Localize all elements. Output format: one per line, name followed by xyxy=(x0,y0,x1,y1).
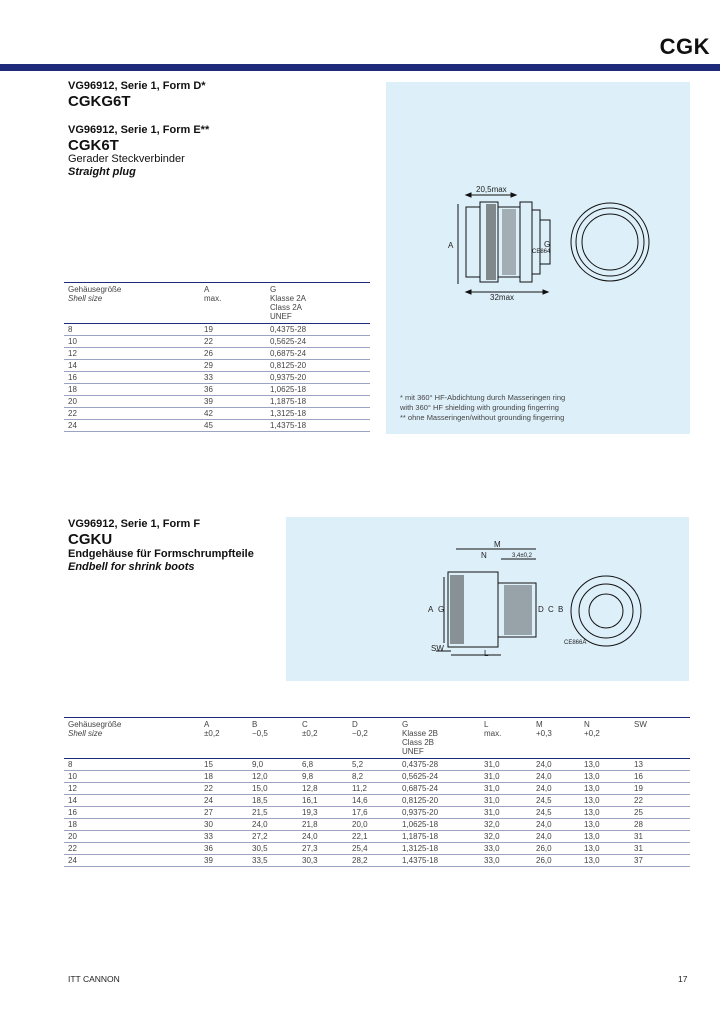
table-cell: 30,3 xyxy=(302,856,318,865)
header-rule xyxy=(0,64,720,71)
table-cell: 19 xyxy=(634,784,643,793)
table-cell: 33,5 xyxy=(252,856,268,865)
table-cell: 0,4375-28 xyxy=(402,760,439,769)
table-cell: 0,6875-24 xyxy=(270,349,307,358)
dim-b-label: B xyxy=(558,605,564,614)
drawing-code: CE866A xyxy=(564,640,587,646)
col-header-g: G Klasse 2A Class 2A UNEF xyxy=(270,285,307,321)
table-cell: 13,0 xyxy=(584,760,600,769)
table-row xyxy=(64,420,370,432)
table-row xyxy=(64,783,690,795)
table-row xyxy=(64,795,690,807)
dim-a-label: A xyxy=(448,241,454,250)
footnote: with 360° HF shielding with grounding fingerring xyxy=(400,403,559,412)
table-cell: 39 xyxy=(204,856,213,865)
table-cell: 13,0 xyxy=(584,844,600,853)
table-cell: 0,4375-28 xyxy=(270,325,307,334)
table-cell: 1,3125-18 xyxy=(270,409,307,418)
table-cell: 18,5 xyxy=(252,796,268,805)
table-cell: 21,8 xyxy=(302,820,318,829)
table-cell: 24,5 xyxy=(536,808,552,817)
table-cell: 42 xyxy=(204,409,213,418)
table-cell: 22,1 xyxy=(352,832,368,841)
table-row xyxy=(64,843,690,855)
table-cell: 8,2 xyxy=(352,772,364,781)
table-cell: 25 xyxy=(634,808,643,817)
table-cell: 22 xyxy=(204,784,213,793)
table-row xyxy=(64,831,690,843)
table-cell: 37 xyxy=(634,856,643,865)
table-cell: 13,0 xyxy=(584,784,600,793)
table-row xyxy=(64,819,690,831)
dim-g-label: G xyxy=(438,605,445,614)
table-cell: 45 xyxy=(204,421,213,430)
table-cell: 31 xyxy=(634,832,643,841)
table-cell: 24,0 xyxy=(536,784,552,793)
col-header: Gehäusegröße Shell size xyxy=(68,720,122,738)
col-header-a: A max. xyxy=(204,285,222,303)
table-cell: 33,0 xyxy=(484,844,500,853)
table-cell: 16 xyxy=(634,772,643,781)
table-cell: 16 xyxy=(68,808,77,817)
s1-description-en: Straight plug xyxy=(68,166,136,178)
table-header-row xyxy=(64,283,370,324)
table-cell: 12,0 xyxy=(252,772,268,781)
s1-dimension-table xyxy=(64,282,370,432)
table-cell: 16 xyxy=(68,373,77,382)
table-cell: 9,0 xyxy=(252,760,264,769)
table-cell: 20 xyxy=(68,397,77,406)
table-cell: 18 xyxy=(204,772,213,781)
table-cell: 12 xyxy=(68,349,77,358)
table-cell: 6,8 xyxy=(302,760,314,769)
dim-length-max-label: 32max xyxy=(490,293,515,302)
table-cell: 24,0 xyxy=(536,832,552,841)
table-cell: 13,0 xyxy=(584,820,600,829)
s2-product-title: CGKU xyxy=(68,531,113,548)
table-cell: 5,2 xyxy=(352,760,364,769)
s2-description-de: Endgehäuse für Formschrumpfteile xyxy=(68,548,254,560)
table-cell: 33,0 xyxy=(484,856,500,865)
table-cell: 1,1875-18 xyxy=(270,397,307,406)
straight-plug-drawing xyxy=(386,82,690,434)
table-cell: 10 xyxy=(68,337,77,346)
table-cell: 8 xyxy=(68,760,73,769)
table-cell: 13,0 xyxy=(584,772,600,781)
dim-a-label: A xyxy=(428,605,434,614)
table-cell: 1,4375-18 xyxy=(270,421,307,430)
table-cell: 36 xyxy=(204,385,213,394)
table-cell: 28,2 xyxy=(352,856,368,865)
footnote: ** ohne Masseringen/without grounding fingerring xyxy=(400,413,565,422)
table-row xyxy=(64,855,690,867)
table-cell: 11,2 xyxy=(352,784,367,793)
table-cell: 0,5625-24 xyxy=(402,772,439,781)
table-cell: 8 xyxy=(68,325,73,334)
table-cell: 22 xyxy=(68,844,77,853)
col-header: N +0,2 xyxy=(584,720,600,738)
table-row xyxy=(64,384,370,396)
dim-d-label: D xyxy=(538,605,544,614)
s1-product-title-2: CGK6T xyxy=(68,137,119,154)
table-cell: 0,6875-24 xyxy=(402,784,439,793)
dim-sw-label: SW xyxy=(431,644,444,653)
table-cell: 0,5625-24 xyxy=(270,337,307,346)
col-header: L max. xyxy=(484,720,502,738)
table-cell: 27,2 xyxy=(252,832,268,841)
table-cell: 10 xyxy=(68,772,77,781)
table-cell: 21,5 xyxy=(252,808,268,817)
table-cell: 0,9375-20 xyxy=(270,373,307,382)
table-cell: 36 xyxy=(204,844,213,853)
table-cell: 32,0 xyxy=(484,832,500,841)
table-cell: 24,0 xyxy=(252,820,268,829)
footer-company: ITT CANNON xyxy=(68,974,120,984)
table-cell: 26,0 xyxy=(536,844,552,853)
table-row xyxy=(64,807,690,819)
table-row xyxy=(64,372,370,384)
table-cell: 24,5 xyxy=(536,796,552,805)
col-header: G Klasse 2B Class 2B UNEF xyxy=(402,720,439,756)
table-header-row xyxy=(64,718,690,759)
table-cell: 28 xyxy=(634,820,643,829)
table-cell: 18 xyxy=(68,385,77,394)
table-cell: 20 xyxy=(68,832,77,841)
table-cell: 29 xyxy=(204,361,213,370)
drawing-code: CE864 xyxy=(532,249,551,255)
table-cell: 15 xyxy=(204,760,213,769)
dim-g-label: G xyxy=(544,240,551,249)
table-cell: 31,0 xyxy=(484,808,500,817)
table-cell: 13,0 xyxy=(584,856,600,865)
table-cell: 27 xyxy=(204,808,213,817)
table-cell: 1,0625-18 xyxy=(402,820,439,829)
table-row xyxy=(64,360,370,372)
col-header: A ±0,2 xyxy=(204,720,220,738)
table-row xyxy=(64,396,370,408)
table-cell: 24 xyxy=(204,796,213,805)
table-cell: 1,0625-18 xyxy=(270,385,307,394)
table-cell: 24,0 xyxy=(302,832,318,841)
table-cell: 31,0 xyxy=(484,796,500,805)
table-cell: 1,3125-18 xyxy=(402,844,439,853)
table-row xyxy=(64,348,370,360)
table-cell: 24,0 xyxy=(536,772,552,781)
dim-tolerance-label: 3,4±0,2 xyxy=(512,553,532,559)
col-header: D −0,2 xyxy=(352,720,368,738)
table-cell: 13,0 xyxy=(584,808,600,817)
table-row xyxy=(64,336,370,348)
table-cell: 1,1875-18 xyxy=(402,832,439,841)
table-cell: 12 xyxy=(68,784,77,793)
table-cell: 20,0 xyxy=(352,820,368,829)
col-header: SW xyxy=(634,720,647,729)
table-cell: 0,8125-20 xyxy=(402,796,439,805)
table-cell: 30 xyxy=(204,820,213,829)
table-cell: 31,0 xyxy=(484,772,500,781)
table-row xyxy=(64,408,370,420)
table-cell: 22 xyxy=(634,796,643,805)
table-cell: 24 xyxy=(68,421,77,430)
table-cell: 24 xyxy=(68,856,77,865)
table-cell: 13 xyxy=(634,760,643,769)
table-cell: 16,1 xyxy=(302,796,318,805)
col-header-shell-size: Gehäusegröße Shell size xyxy=(68,285,122,303)
table-row xyxy=(64,324,370,336)
table-row xyxy=(64,759,690,771)
table-cell: 19,3 xyxy=(302,808,318,817)
table-cell: 30,5 xyxy=(252,844,268,853)
s2-norm-form-f: VG96912, Serie 1, Form F xyxy=(68,518,201,530)
table-cell: 33 xyxy=(204,373,213,382)
table-cell: 0,8125-20 xyxy=(270,361,307,370)
s2-drawing-panel xyxy=(286,517,689,681)
table-cell: 22 xyxy=(68,409,77,418)
s1-drawing-panel xyxy=(386,82,690,434)
table-cell: 14 xyxy=(68,361,77,370)
col-header: C ±0,2 xyxy=(302,720,318,738)
footnote: * mit 360° HF-Abdichtung durch Masseringen ring xyxy=(400,393,566,402)
table-cell: 14,6 xyxy=(352,796,368,805)
table-cell: 33 xyxy=(204,832,213,841)
table-cell: 17,6 xyxy=(352,808,368,817)
table-cell: 13,0 xyxy=(584,832,600,841)
s1-product-title-1: CGKG6T xyxy=(68,93,131,110)
table-cell: 39 xyxy=(204,397,213,406)
table-cell: 19 xyxy=(204,325,213,334)
col-header: B −0,5 xyxy=(252,720,268,738)
table-cell: 26 xyxy=(204,349,213,358)
table-cell: 22 xyxy=(204,337,213,346)
dim-n-label: N xyxy=(481,551,487,560)
dim-length-label: 20,5max xyxy=(476,185,507,194)
s1-norm-form-d: VG96912, Serie 1, Form D* xyxy=(68,80,206,92)
col-header: M +0,3 xyxy=(536,720,552,738)
table-cell: 1,4375-18 xyxy=(402,856,439,865)
page-title: CGK xyxy=(659,34,710,59)
s2-description-en: Endbell for shrink boots xyxy=(68,561,195,573)
footer-page-number: 17 xyxy=(678,974,688,984)
dim-l-label: L xyxy=(484,649,489,658)
table-cell: 15,0 xyxy=(252,784,268,793)
table-cell: 0,9375-20 xyxy=(402,808,439,817)
table-cell: 9,8 xyxy=(302,772,314,781)
table-cell: 31 xyxy=(634,844,643,853)
table-cell: 12,8 xyxy=(302,784,318,793)
table-cell: 26,0 xyxy=(536,856,552,865)
table-cell: 31,0 xyxy=(484,760,500,769)
table-cell: 31,0 xyxy=(484,784,500,793)
table-cell: 24,0 xyxy=(536,760,552,769)
table-cell: 13,0 xyxy=(584,796,600,805)
table-cell: 32,0 xyxy=(484,820,500,829)
table-cell: 14 xyxy=(68,796,77,805)
table-cell: 25,4 xyxy=(352,844,368,853)
dim-c-label: C xyxy=(548,605,554,614)
s1-norm-form-e: VG96912, Serie 1, Form E** xyxy=(68,124,210,136)
table-cell: 27,3 xyxy=(302,844,318,853)
s1-description-de: Gerader Steckverbinder xyxy=(68,153,185,165)
table-row xyxy=(64,771,690,783)
s2-dimension-table xyxy=(64,717,690,867)
dim-m-label: M xyxy=(494,540,501,549)
endbell-drawing xyxy=(286,517,689,681)
table-cell: 24,0 xyxy=(536,820,552,829)
table-cell: 18 xyxy=(68,820,77,829)
s1-footnotes xyxy=(400,393,565,423)
